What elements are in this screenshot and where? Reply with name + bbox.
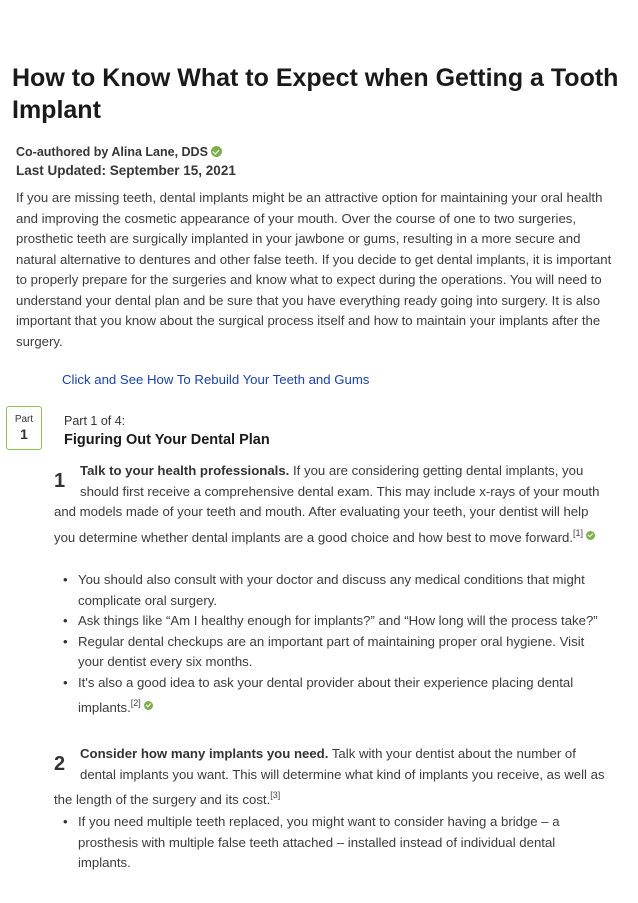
list-item: • Regular dental checkups are an important part of maintaining proper oral hygiene. Visit your dentist every six months.	[62, 632, 610, 673]
step-text: If you are considering getting dental implants, you should first receive a comprehensive dental exam. This may include x-rays of your mouth and models made of your teeth and mouth. After evaluating your teeth, your dentist will help you determine whether dental implants are a good choice and how best to move forward.	[54, 463, 600, 545]
citation-ref[interactable]: [3]	[270, 790, 281, 800]
verified-check-icon	[144, 701, 153, 710]
part-badge	[6, 406, 42, 450]
step-number: 1	[54, 470, 66, 492]
part-of-label: Part 1 of 4:	[64, 414, 126, 428]
step-2	[54, 744, 610, 811]
verified-check-icon	[586, 531, 595, 540]
step-1	[54, 461, 610, 548]
step-1-bullets	[62, 570, 610, 719]
promo-link[interactable]: Click and See How To Rebuild Your Teeth and Gums	[62, 372, 370, 387]
step-2-bullets	[62, 812, 610, 874]
byline	[16, 145, 222, 159]
step-number: 2	[54, 753, 66, 775]
citation-ref[interactable]: [1]	[573, 527, 584, 538]
last-updated: Last Updated: September 15, 2021	[16, 163, 236, 178]
list-item: • It's also a good idea to ask your dental provider about their experience placing dental implants.[2]	[62, 673, 610, 719]
part-badge-number: 1	[20, 426, 28, 442]
step-heading: Consider how many implants you need.	[80, 746, 329, 761]
list-item: • If you need multiple teeth replaced, you might want to consider having a bridge – a prosthesis with multiple false teeth attached – installed instead of individual dental implants.	[62, 812, 610, 874]
step-heading: Talk to your health professionals.	[80, 463, 290, 478]
intro-paragraph: If you are missing teeth, dental implants might be an attractive option for maintaining your oral health and improving the cosmetic appearance of your mouth. Over the course of one to two surgeries, prosthetic teeth are surgically implanted in your jawbone or gums, resulting in a more secure and natural alternative to dentures and other false teeth. If you decide to get dental implants, it is important to properly prepare for the surgeries and know what to expect during the operations. You will need to understand your dental plan and be sure that you have everything ready going into surgery. It is also important that you know about the surgical process itself and how to maintain your implants after the surgery.	[16, 190, 612, 349]
verified-check-icon	[211, 146, 222, 157]
list-item: • Ask things like “Am I healthy enough for implants?” and “How long will the process take?”	[62, 611, 610, 632]
part-title: Figuring Out Your Dental Plan	[64, 432, 270, 448]
part-badge-label: Part	[14, 414, 34, 425]
list-item: • You should also consult with your doctor and discuss any medical conditions that might complicate oral surgery.	[62, 570, 610, 611]
step-text: Talk with your dentist about the number of dental implants you want. This will determine what kind of implants you receive, as well as the length of the surgery and its cost.	[54, 746, 605, 807]
page-title: How to Know What to Expect when Getting a Tooth Implant	[12, 64, 619, 124]
author-credit[interactable]: Co-authored by Alina Lane, DDS	[16, 145, 208, 159]
citation-ref[interactable]: [2]	[130, 698, 141, 708]
